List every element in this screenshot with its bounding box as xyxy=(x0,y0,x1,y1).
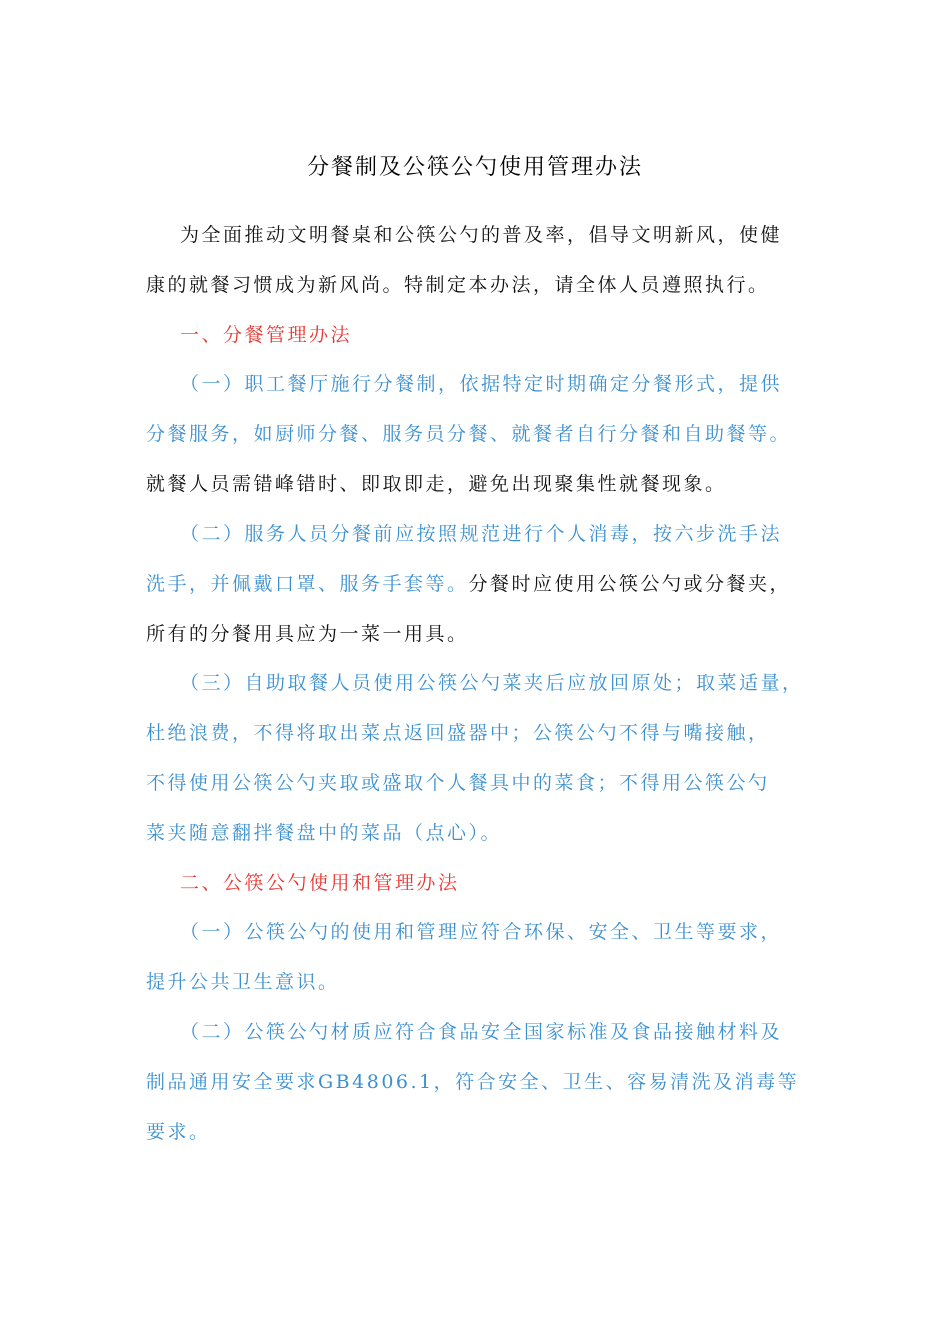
section1-item2-line-3: 所有的分餐用具应为一菜一用具。 xyxy=(146,623,469,645)
section1-item2-line-2-black: 分餐时应使用公筷公勺或分餐夹， xyxy=(468,573,792,595)
document-title: 分餐制及公筷公勺使用管理办法 xyxy=(306,155,643,180)
section1-item3-line-1: （三）自助取餐人员使用公筷公勺菜夹后应放回原处；取菜适量， xyxy=(180,672,804,694)
section1-item3-line-3: 不得使用公筷公勺夹取或盛取个人餐具中的菜食；不得用公筷公勺 xyxy=(146,772,770,794)
section2-item1-line-2: 提升公共卫生意识。 xyxy=(146,971,340,993)
section2-item2-line-2: 制品通用安全要求GB4806.1，符合安全、卫生、容易清洗及消毒等 xyxy=(146,1071,800,1093)
section1-item1-line-1: （一）职工餐厅施行分餐制，依据特定时期确定分餐形式，提供 xyxy=(180,373,783,395)
section1-item1-line-3: 就餐人员需错峰错时、即取即走，避免出现聚集性就餐现象。 xyxy=(146,473,727,495)
section1-heading: 一、分餐管理办法 xyxy=(180,324,353,346)
section1-item3-line-4: 菜夹随意翻拌餐盘中的菜品（点心）。 xyxy=(146,822,503,844)
section2-item1-line-1: （一）公筷公勺的使用和管理应符合环保、安全、卫生等要求， xyxy=(180,921,783,943)
intro-line-2: 康的就餐习惯成为新风尚。特制定本办法，请全体人员遵照执行。 xyxy=(146,274,770,296)
section1-item3-line-2: 杜绝浪费，不得将取出菜点返回盛器中；公筷公勺不得与嘴接触， xyxy=(146,722,770,744)
section1-item2-line-1: （二）服务人员分餐前应按照规范进行个人消毒，按六步洗手法 xyxy=(180,523,783,545)
section1-item2-line-2 xyxy=(146,569,826,599)
section2-heading: 二、公筷公勺使用和管理办法 xyxy=(180,872,460,894)
intro-line-1: 为全面推动文明餐桌和公筷公勺的普及率，倡导文明新风，使健 xyxy=(180,224,783,246)
section1-item2-line-2-blue: 洗手，并佩戴口罩、服务手套等。 xyxy=(146,573,469,595)
section2-item2-line-3: 要求。 xyxy=(146,1121,211,1143)
section2-item2-line-1: （二）公筷公勺材质应符合食品安全国家标准及食品接触材料及 xyxy=(180,1021,783,1043)
section1-item1-line-2: 分餐服务，如厨师分餐、服务员分餐、就餐者自行分餐和自助餐等。 xyxy=(146,423,792,445)
